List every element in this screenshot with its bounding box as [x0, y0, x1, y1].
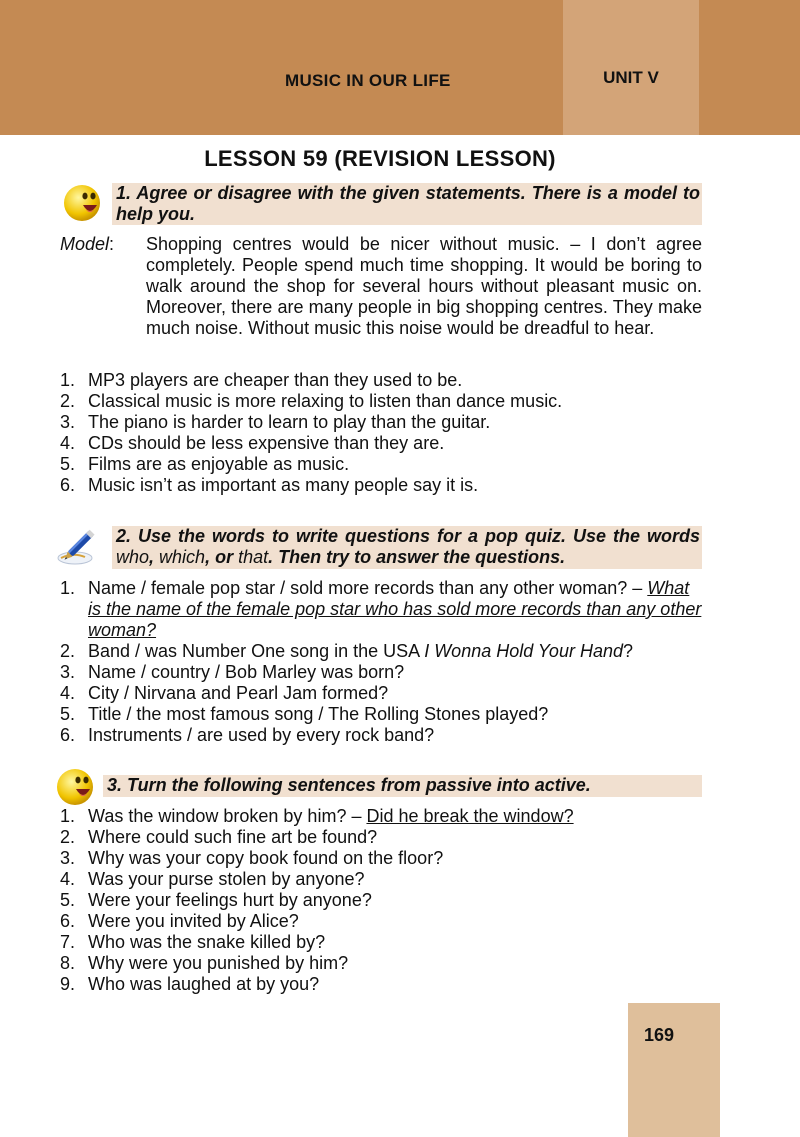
list-item: 4. City / Nirvana and Pearl Jam formed?	[60, 683, 389, 703]
task3-instruction-bar	[103, 775, 702, 797]
list-item: 3. The piano is harder to learn to play than the guitar.	[60, 412, 491, 432]
list-item: 5. Were your feelings hurt by anyone?	[60, 890, 372, 910]
task1-statement-list	[60, 370, 702, 496]
page-number-box	[628, 1003, 720, 1137]
task1-instruction: 1. Agree or disagree with the given statements. There is a model to help you.	[116, 183, 700, 224]
task2-instruction-bar	[112, 526, 702, 569]
list-item: 6. Music isn’t as important as many people say it is.	[60, 475, 479, 495]
model-answer: What is the name of the female pop star who has sold more records than any other woman?	[88, 578, 702, 640]
list-item: 4. Was your purse stolen by anyone?	[60, 869, 365, 889]
smiley-face-icon	[62, 183, 102, 223]
list-item: 7. Who was the snake killed by?	[60, 932, 326, 952]
list-item: 2. Classical music is more relaxing to listen than dance music.	[60, 391, 563, 411]
lesson-title: LESSON 59 (REVISION LESSON)	[204, 146, 556, 171]
page-number: 169	[643, 1025, 675, 1045]
list-item: 1. Was the window broken by him? – Did he break the window?	[60, 806, 574, 826]
song-title: I Wonna Hold Your Hand	[424, 641, 623, 661]
unit-label: UNIT V	[603, 68, 659, 87]
list-item: 9. Who was laughed at by you?	[60, 974, 320, 994]
list-item: 1. MP3 players are cheaper than they used to be.	[60, 370, 463, 390]
list-item: 5. Films are as enjoyable as music.	[60, 454, 350, 474]
chapter-title: MUSIC IN OUR LIFE	[285, 71, 451, 90]
list-item: 6. Were you invited by Alice?	[60, 911, 299, 931]
list-item: 1. Name / female pop star / sold more records than any other woman? – What is the name of the female pop star who has sold more records than any other woman?	[60, 578, 702, 640]
list-item: 3. Name / country / Bob Marley was born?	[60, 662, 405, 682]
task2-instruction: 2. Use the words to write questions for a pop quiz. Use the words who, which, or that. Then try to answer the questions.	[116, 526, 700, 567]
task3-sentence-list	[60, 806, 702, 995]
list-item: 2. Band / was Number One song in the USA I Wonna Hold Your Hand?	[60, 641, 633, 661]
list-item: 6. Instruments / are used by every rock band?	[60, 725, 435, 745]
list-item: 4. CDs should be less expensive than they are.	[60, 433, 445, 453]
model-label: Model:	[60, 234, 115, 254]
smiley-face-icon	[55, 767, 95, 807]
task1-instruction-bar	[112, 183, 702, 225]
pen-writing-icon	[55, 524, 103, 568]
model-answer: Did he break the window?	[366, 806, 574, 826]
model-text: Shopping centres would be nicer without music. – I don’t agree completely. People spend much time shopping. It would be boring to walk around the shop for several hours without pleasant music on. Moreover, there are many people in big shopping centres. They make much noise. Without music this noise would be dreadful to hear.	[146, 234, 702, 338]
list-item: 8. Why were you punished by him?	[60, 953, 349, 973]
task2-question-list	[60, 578, 702, 746]
list-item: 5. Title / the most famous song / The Rolling Stones played?	[60, 704, 549, 724]
list-item: 3. Why was your copy book found on the floor?	[60, 848, 444, 868]
task3-instruction: 3. Turn the following sentences from passive into active.	[107, 775, 591, 795]
list-item: 2. Where could such fine art be found?	[60, 827, 378, 847]
